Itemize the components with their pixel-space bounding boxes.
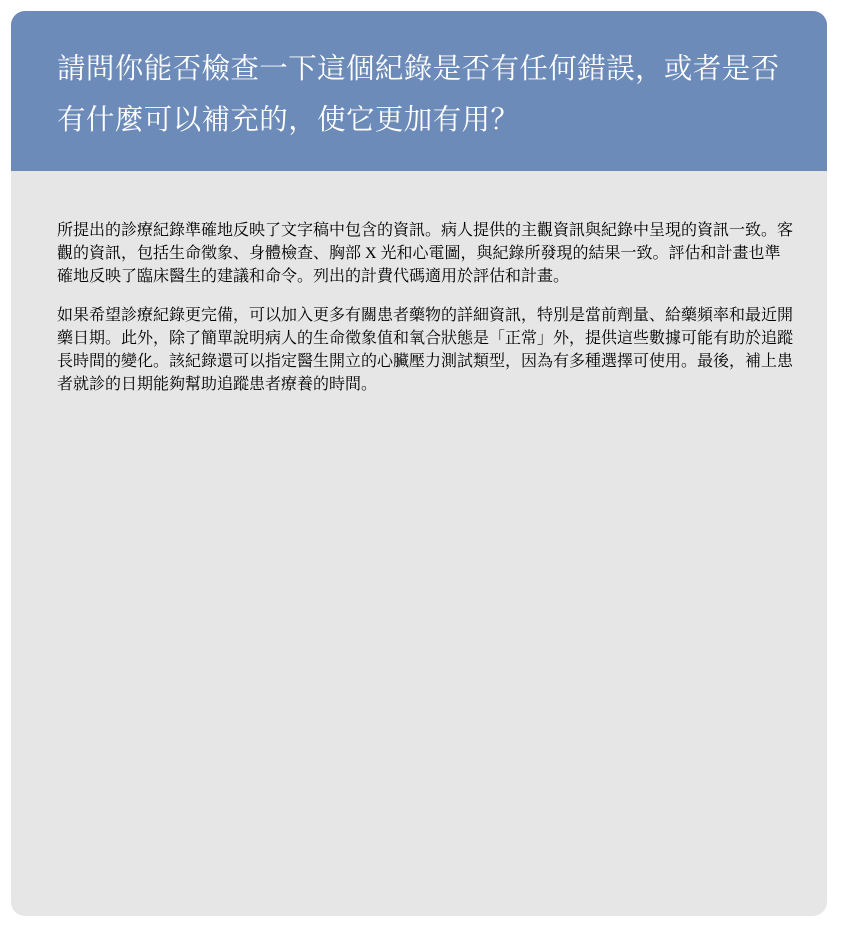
chat-card xyxy=(11,11,827,916)
user-question-text: 請問你能否檢查一下這個紀錄是否有任何錯誤，或者是否有什麼可以補充的，使它更加有用？ xyxy=(57,52,780,136)
user-question-block xyxy=(11,11,827,171)
answer-paragraph-1: 所提出的診療紀錄準確地反映了文字稿中包含的資訊。病人提供的主觀資訊與紀錄中呈現的資訊一致。客觀的資訊，包括生命徵象、身體檢查、胸部 X 光和心電圖，與紀錄所發現的結果一致。評估和計畫也準確地反映了臨床醫生的建議和命令。列出的計費代碼適用於評估和計畫。 xyxy=(57,222,794,285)
assistant-answer-block xyxy=(57,201,795,410)
answer-paragraph-2: 如果希望診療紀錄更完備，可以加入更多有關患者藥物的詳細資訊，特別是當前劑量、給藥頻率和最近開藥日期。此外，除了簡單說明病人的生命徵象值和氧合狀態是「正常」外，提供這些數據可能有助於追蹤長時間的變化。該紀錄還可以指定醫生開立的心臟壓力測試類型，因為有多種選擇可使用。最後，補上患者就診的日期能夠幫助追蹤患者療養的時間。 xyxy=(57,307,794,393)
